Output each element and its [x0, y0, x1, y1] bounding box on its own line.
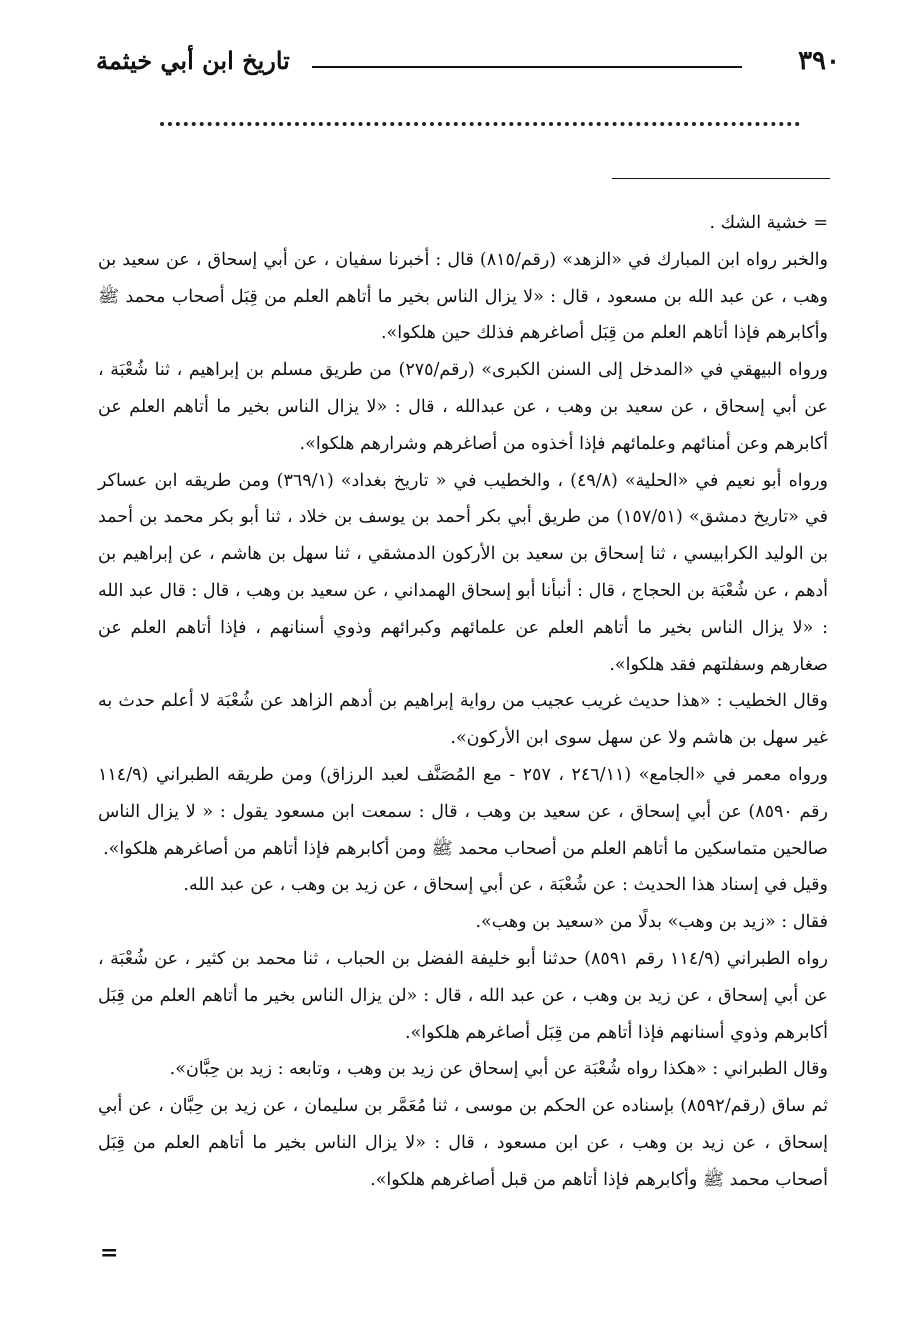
- footnote-rule: [612, 178, 830, 179]
- footnote-paragraph: وقيل في إسناد هذا الحديث : عن شُعْبَة ، عن أبي إسحاق ، عن زيد بن وهب ، عن عبد الله.: [183, 875, 828, 896]
- footnote-paragraph: وقال الطبراني : «هكذا رواه شُعْبَة عن أبي إسحاق عن زيد بن وهب ، وتابعه : زيد بن حِبَّان».: [169, 1059, 828, 1080]
- footnote-paragraph: والخبر رواه ابن المبارك في «الزهد» (رقم/٨١٥) قال : أخبرنا سفيان ، عن أبي إسحاق ، عن سعيد بن وهب ، عن عبد الله بن مسعود ، قال : «لا يزال الناس بخير ما أتاهم العلم من قِبَل أصحاب محمد ﷺ وأكابرهم فإذا أتاهم العلم من قِبَل أصاغرهم فذلك حين هلكوا».: [98, 249, 828, 344]
- footnote-paragraph: ثم ساق (رقم/٨٥٩٢) بإسناده عن الحكم بن موسى ، ثنا مُعَمَّر بن سليمان ، عن زيد بن حِبَّان ، عن أبي إسحاق ، عن زيد بن وهب ، عن ابن مسعود ، قال : «لا يزال الناس بخير ما أتاهم العلم من قِبَل أصحاب محمد ﷺ وأكابرهم فإذا أتاهم من قبل أصاغرهم هلكوا».: [98, 1096, 828, 1190]
- footnote-paragraph: وقال الخطيب : «هذا حديث غريب عجيب من رواية إبراهيم بن أدهم الزاهد عن شُعْبَة لا أعلم حدث به غير سهل بن هاشم ولا عن سهل سوى ابن الأركون».: [98, 691, 828, 749]
- footnote-paragraph: = خشية الشك .: [709, 213, 828, 233]
- footnote-text: [98, 205, 828, 1199]
- dotted-separator: [160, 122, 800, 126]
- footnote-paragraph: ورواه أبو نعيم في «الحلية» (٤٩/٨) ، والخطيب في « تاريخ بغداد» (٣٦٩/١) ومن طريقه ابن عساكر في «تاريخ دمشق» (١٥٧/٥١) من طريق أبي بكر أحمد بن يوسف بن خلاد ، ثنا أبو بكر محمد بن أحمد بن الوليد الكرابيسي ، ثنا إسحاق بن سعيد بن الأركون الدمشقي ، ثنا سهل بن هاشم ، عن إبراهيم بن أدهم ، عن شُعْبَة بن الحجاج ، قال : أنبأنا أبو إسحاق الهمداني ، عن سعيد بن وهب ، قال : قال عبد الله : «لا يزال الناس بخير ما أتاهم العلم عن علمائهم وكبرائهم وذوي أسنانهم ، فإذا أتاهم العلم عن صغارهم وسفلتهم فقد هلكوا».: [98, 470, 829, 675]
- header-rule: [312, 66, 742, 68]
- continuation-mark: =: [100, 1240, 119, 1266]
- running-title: تاريخ ابن أبي خيثمة: [96, 46, 290, 75]
- footnote-paragraph: فقال : «زيد بن وهب» بدلًا من «سعيد بن وهب».: [475, 912, 828, 933]
- footnote-paragraph: ورواه معمر في «الجامع» (٢٤٦/١١ ، ٢٥٧ - مع المُصَنَّف لعبد الرزاق) ومن طريقه الطبراني (١١٤/٩ رقم ٨٥٩٠) عن أبي إسحاق ، عن سعيد بن وهب ، قال : سمعت ابن مسعود يقول : « لا يزال الناس صالحين متماسكين ما أتاهم العلم من أصحاب محمد ﷺ ومن أكابرهم فإذا أتاهم من أصاغرهم هلكوا».: [98, 764, 829, 859]
- footnote-paragraph: ورواه البيهقي في «المدخل إلى السنن الكبرى» (رقم/٢٧٥) من طريق مسلم بن إبراهيم ، ثنا شُعْبَة ، عن أبي إسحاق ، عن سعيد بن وهب ، عن عبدالله ، قال : «لا يزال الناس بخير ما أتاهم العلم عن أكابرهم وعن أمنائهم وعلمائهم فإذا أخذوه من أصاغرهم وشرارهم هلكوا».: [98, 360, 828, 454]
- footnote-paragraph: رواه الطبراني (١١٤/٩ رقم ٨٥٩١) حدثنا أبو خليفة الفضل بن الحباب ، ثنا محمد بن كثير ، عن شُعْبَة ، عن أبي إسحاق ، عن زيد بن وهب ، عن عبد الله ، قال : «لن يزال الناس بخير ما أتاهم العلم من قِبَل أكابرهم وذوي أسنانهم فإذا أتاهم من قِبَل أصاغرهم هلكوا».: [98, 948, 828, 1043]
- page-number: ٣٩٠: [798, 46, 840, 76]
